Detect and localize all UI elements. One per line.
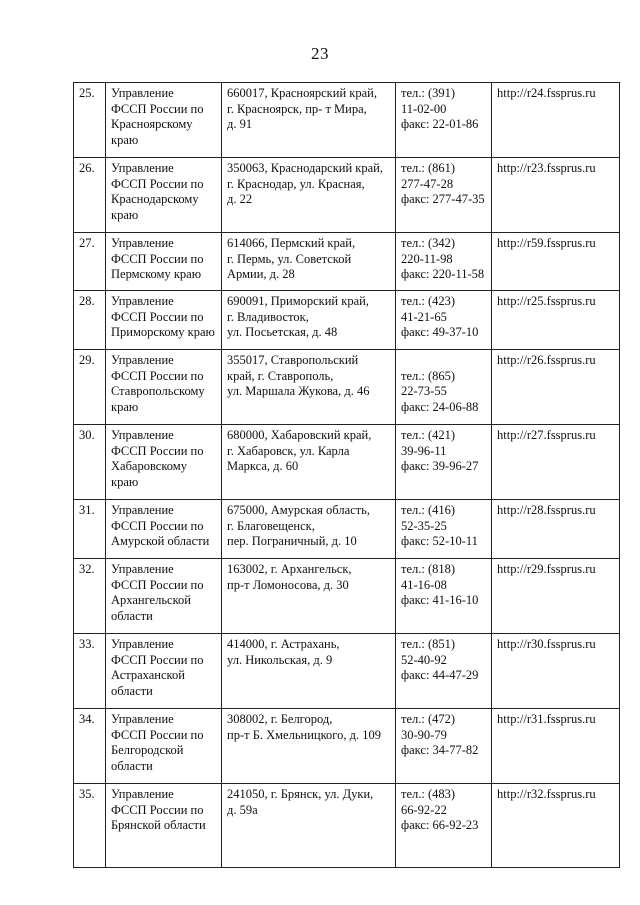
office-website-link[interactable]: http://r59.fssprus.ru: [492, 233, 620, 291]
office-address: 675000, Амурская область, г. Благовещенск, пер. Пограничный, д. 10: [222, 500, 396, 559]
table-row: [74, 350, 620, 425]
office-name: Управление ФССП России по Пермскому краю: [106, 233, 222, 291]
office-name: Управление ФССП России по Астраханской области: [106, 634, 222, 709]
office-phones: тел.: (861) 277-47-28 факс: 277-47-35: [396, 158, 492, 233]
office-address: 355017, Ставропольский край, г. Ставрополь, ул. Маршала Жукова, д. 46: [222, 350, 396, 425]
row-number: 32.: [74, 559, 106, 634]
office-phones: тел.: (391) 11-02-00 факс: 22-01-86: [396, 83, 492, 158]
office-address: 308002, г. Белгород, пр-т Б. Хмельницкого, д. 109: [222, 709, 396, 784]
office-website-link[interactable]: http://r30.fssprus.ru: [492, 634, 620, 709]
table-row: [74, 634, 620, 709]
office-address: 350063, Краснодарский край, г. Краснодар, ул. Красная, д. 22: [222, 158, 396, 233]
office-name: Управление ФССП России по Хабаровскому краю: [106, 425, 222, 500]
row-number: 30.: [74, 425, 106, 500]
office-phones: тел.: (472) 30-90-79 факс: 34-77-82: [396, 709, 492, 784]
office-phones: тел.: (818) 41-16-08 факс: 41-16-10: [396, 559, 492, 634]
office-name: Управление ФССП России по Ставропольскому краю: [106, 350, 222, 425]
row-number: 33.: [74, 634, 106, 709]
office-website-link[interactable]: http://r31.fssprus.ru: [492, 709, 620, 784]
office-name: Управление ФССП России по Амурской области: [106, 500, 222, 559]
row-number: 31.: [74, 500, 106, 559]
row-number: 34.: [74, 709, 106, 784]
table-row: [74, 83, 620, 158]
office-name: Управление ФССП России по Краснодарскому краю: [106, 158, 222, 233]
office-website-link[interactable]: http://r23.fssprus.ru: [492, 158, 620, 233]
office-website-link[interactable]: http://r27.fssprus.ru: [492, 425, 620, 500]
office-website-link[interactable]: http://r32.fssprus.ru: [492, 784, 620, 868]
office-name: Управление ФССП России по Брянской области: [106, 784, 222, 868]
table-row: [74, 559, 620, 634]
fssp-directory-table: [73, 82, 620, 868]
office-website-link[interactable]: http://r28.fssprus.ru: [492, 500, 620, 559]
office-website-link[interactable]: http://r25.fssprus.ru: [492, 291, 620, 350]
office-phones: тел.: (483) 66-92-22 факс: 66-92-23: [396, 784, 492, 868]
office-address: 690091, Приморский край, г. Владивосток, ул. Посьетская, д. 48: [222, 291, 396, 350]
office-phones: тел.: (416) 52-35-25 факс: 52-10-11: [396, 500, 492, 559]
page-number: 23: [311, 44, 329, 63]
office-website-link[interactable]: http://r26.fssprus.ru: [492, 350, 620, 425]
office-address: 241050, г. Брянск, ул. Дуки, д. 59а: [222, 784, 396, 868]
office-website-link[interactable]: http://r29.fssprus.ru: [492, 559, 620, 634]
table-row: [74, 709, 620, 784]
office-address: 614066, Пермский край, г. Пермь, ул. Советской Армии, д. 28: [222, 233, 396, 291]
row-number: 29.: [74, 350, 106, 425]
table-row: [74, 425, 620, 500]
table-row: [74, 291, 620, 350]
office-address: 680000, Хабаровский край, г. Хабаровск, ул. Карла Маркса, д. 60: [222, 425, 396, 500]
office-address: 414000, г. Астрахань, ул. Никольская, д. 9: [222, 634, 396, 709]
row-number: 28.: [74, 291, 106, 350]
table-row: [74, 500, 620, 559]
office-address: 660017, Красноярский край, г. Красноярск, пр- т Мира, д. 91: [222, 83, 396, 158]
office-phones: тел.: (421) 39-96-11 факс: 39-96-27: [396, 425, 492, 500]
row-number: 25.: [74, 83, 106, 158]
table-row: [74, 233, 620, 291]
office-website-link[interactable]: http://r24.fssprus.ru: [492, 83, 620, 158]
row-number: 35.: [74, 784, 106, 868]
office-name: Управление ФССП России по Белгородской области: [106, 709, 222, 784]
office-name: Управление ФССП России по Архангельской области: [106, 559, 222, 634]
table-row: [74, 784, 620, 868]
office-phones: тел.: (342) 220-11-98 факс: 220-11-58: [396, 233, 492, 291]
office-phones: тел.: (851) 52-40-92 факс: 44-47-29: [396, 634, 492, 709]
row-number: 26.: [74, 158, 106, 233]
row-number: 27.: [74, 233, 106, 291]
office-name: Управление ФССП России по Приморскому краю: [106, 291, 222, 350]
office-phones: тел.: (865) 22-73-55 факс: 24-06-88: [396, 350, 492, 425]
table-row: [74, 158, 620, 233]
office-phones: тел.: (423) 41-21-65 факс: 49-37-10: [396, 291, 492, 350]
office-name: Управление ФССП России по Красноярскому краю: [106, 83, 222, 158]
office-address: 163002, г. Архангельск, пр-т Ломоносова, д. 30: [222, 559, 396, 634]
